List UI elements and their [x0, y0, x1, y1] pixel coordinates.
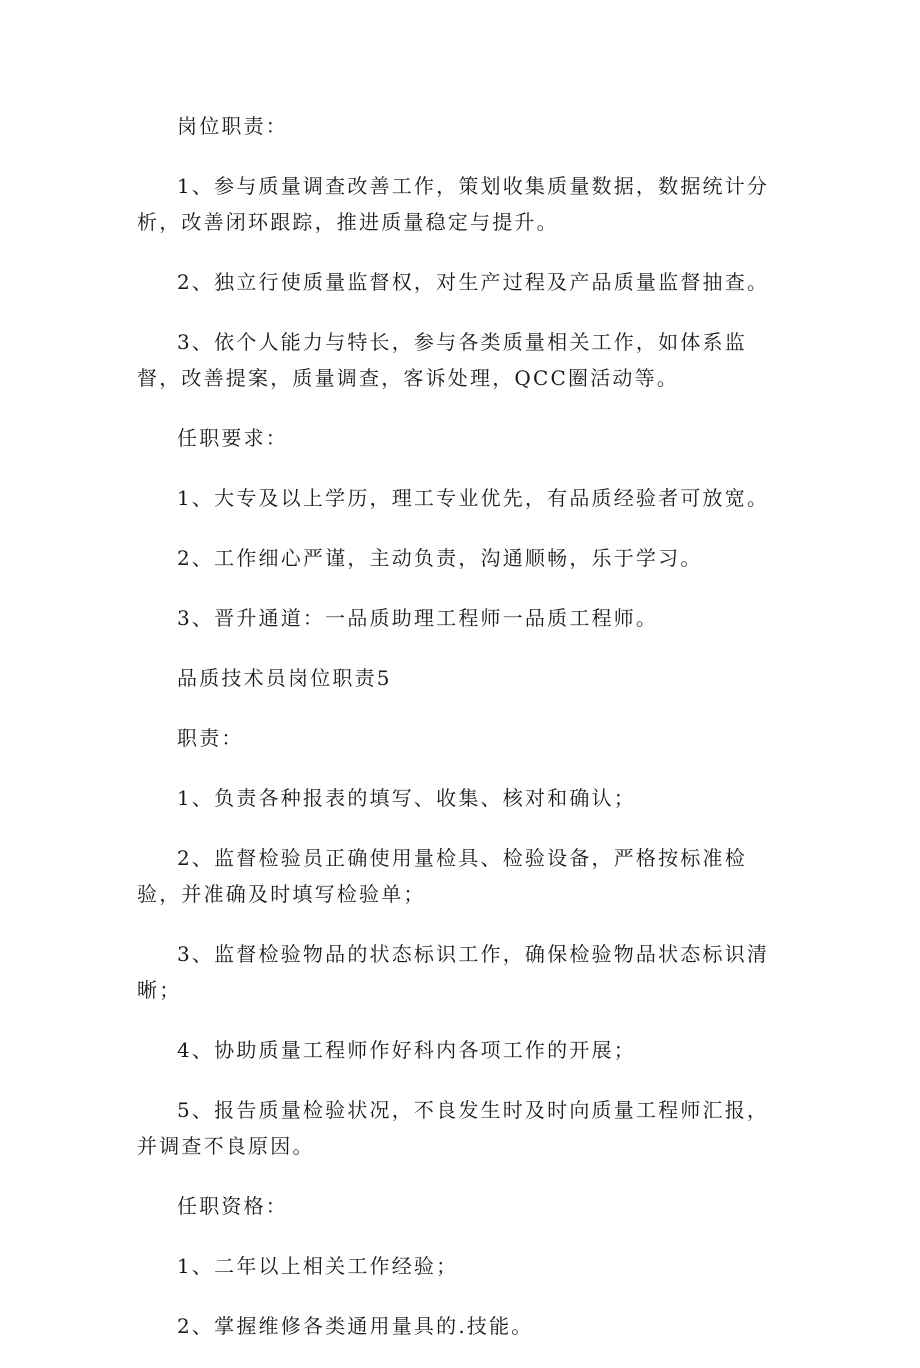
requirement-item-2: 2、工作细心严谨，主动负责，沟通顺畅，乐于学习。 [177, 546, 703, 570]
duty-item-3: 3、依个人能力与特长，参与各类质量相关工作，如体系监督，改善提案，质量调查，客诉处理，QCC圈活动等。 [137, 330, 747, 390]
responsibility-item-4: 4、协助质量工程师作好科内各项工作的开展； [177, 1038, 636, 1062]
section-heading-duties: 岗位职责： [177, 114, 288, 138]
requirement-item-1: 1、大专及以上学历，理工专业优先，有品质经验者可放宽。 [177, 486, 770, 510]
responsibility-item-3: 3、监督检验物品的状态标识工作，确保检验物品状态标识清晰； [137, 942, 770, 1002]
requirement-item-3: 3、晋升通道：一品质助理工程师一品质工程师。 [177, 606, 659, 630]
section-heading-qualifications: 任职资格： [177, 1194, 288, 1218]
responsibility-item-2: 2、监督检验员正确使用量检具、检验设备，严格按标准检验，并准确及时填写检验单； [137, 846, 747, 906]
qualification-item-1: 1、二年以上相关工作经验； [177, 1254, 459, 1278]
document-body [137, 108, 787, 1368]
qualification-item-2: 2、掌握维修各类通用量具的.技能。 [177, 1314, 534, 1338]
duty-item-2: 2、独立行使质量监督权，对生产过程及产品质量监督抽查。 [177, 270, 770, 294]
responsibility-item-5: 5、报告质量检验状况，不良发生时及时向质量工程师汇报，并调查不良原因。 [137, 1098, 770, 1158]
responsibility-item-1: 1、负责各种报表的填写、收集、核对和确认； [177, 786, 636, 810]
section-heading-responsibilities: 职责： [177, 726, 244, 750]
section-title-5: 品质技术员岗位职责5 [177, 666, 392, 690]
duty-item-1: 1、参与质量调查改善工作，策划收集质量数据，数据统计分析，改善闭环跟踪，推进质量稳定与提升。 [137, 174, 770, 234]
section-heading-requirements: 任职要求： [177, 426, 288, 450]
